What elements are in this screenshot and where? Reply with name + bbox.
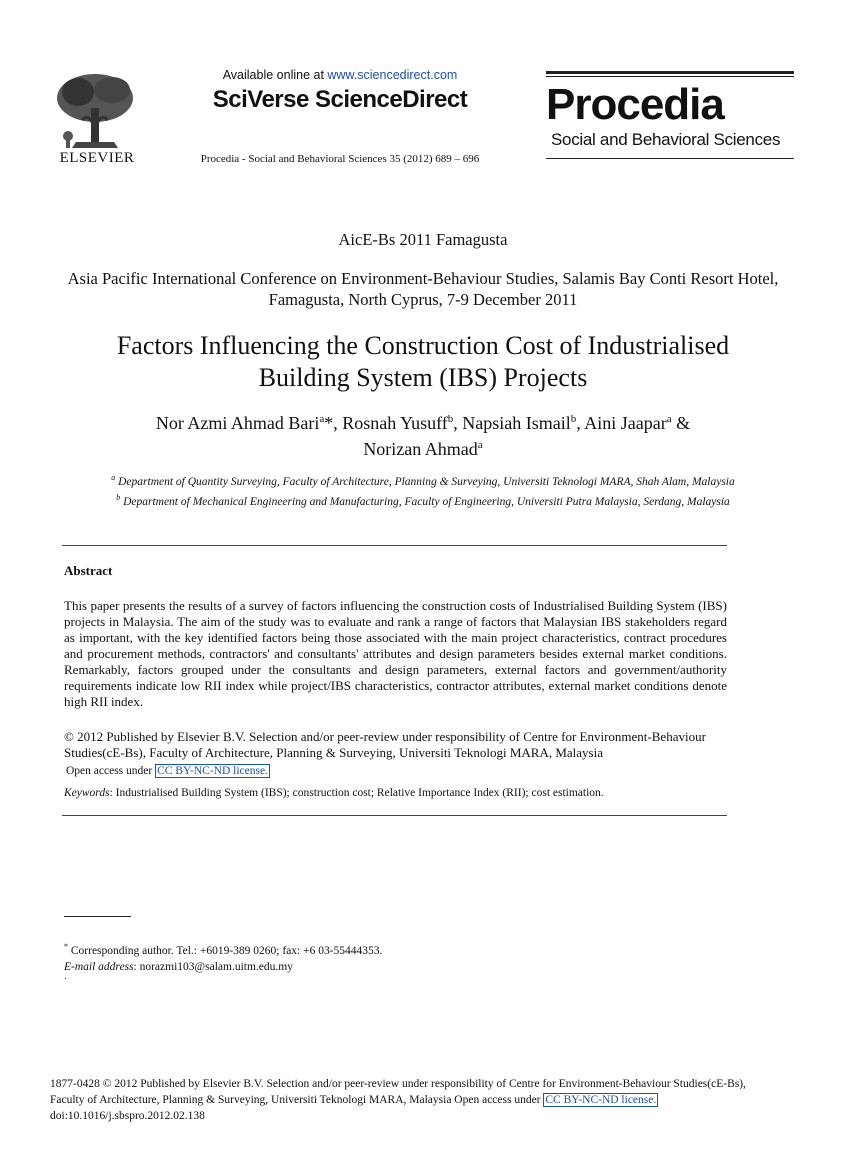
license-link[interactable]: CC BY-NC-ND license. <box>157 765 268 777</box>
affil-text: Department of Quantity Surveying, Faculty of Architecture, Planning & Surveying, Universiti Teknologi MARA, Shah Alam, Malaysia <box>118 475 735 488</box>
footnote-rule <box>64 916 131 917</box>
divider-bottom <box>62 815 727 816</box>
author-sep: & <box>671 413 691 433</box>
open-access-prefix: Open access under <box>66 765 156 777</box>
affiliation-b <box>70 490 776 510</box>
title-line-2: Building System (IBS) Projects <box>258 363 588 392</box>
page-footer <box>50 1076 810 1124</box>
open-access-line <box>66 765 270 777</box>
author-list <box>60 408 786 460</box>
author-affil-mark: a <box>319 413 325 425</box>
author-sep: , <box>576 413 585 433</box>
author-sep: *, <box>324 413 343 433</box>
affiliations <box>70 470 776 510</box>
affil-text: Department of Mechanical Engineering and Manufacturing, Faculty of Engineering, Universiti Putra Malaysia, Serdang, Malaysia <box>123 495 730 508</box>
footnote <box>64 939 382 975</box>
affil-mark: b <box>116 492 121 502</box>
journal-reference: Procedia - Social and Behavioral Sciences 35 (2012) 689 – 696 <box>200 153 480 165</box>
procedia-rule-bottom <box>546 158 794 159</box>
platform-logo-text: SciVerse ScienceDirect <box>212 86 468 113</box>
author-affil-mark: b <box>447 413 454 425</box>
conference-short: AicE-Bs 2011 Famagusta <box>338 230 508 249</box>
copyright-notice: © 2012 Published by Elsevier B.V. Selection and/or peer-review under responsibility of Centre for Environment-Behaviour Studies(cE-Bs), Faculty of Architecture, Planning & Surveying, Universiti Teknologi MARA, Malaysia <box>64 729 706 760</box>
footer-line-1: 1877-0428 © 2012 Published by Elsevier B.V. Selection and/or peer-review under responsibility of Centre for Environment-Behaviour Studies(cE-Bs), <box>50 1078 746 1090</box>
footer-license-link[interactable]: CC BY-NC-ND license. <box>545 1094 657 1106</box>
keywords-label: Keywords <box>64 787 110 799</box>
procedia-rule-thin <box>546 76 794 77</box>
doi: doi:10.1016/j.sbspro.2012.02.138 <box>50 1110 205 1122</box>
keywords-text: : Industrialised Building System (IBS); construction cost; Relative Importance Index (RII); cost estimation. <box>109 787 604 799</box>
abstract-text: This paper presents the results of a survey of factors influencing the construction costs of Industrialised Building System (IBS) projects in Malaysia. The aim of the study was to evaluate and rank a range of factors that Malaysian IBS stakeholders regard as important, with the key identified factors being those associated with the main project characteristics, contract procedures and procurement methods, contractors' and consultants' attributes and design parameters besides external market conditions. Remarkably, factors grouped under the consultants and design parameters, external factors and government/authority requirements indicate low RII index while project/IBS characteristics, contractor attributes, external market conditions denote high RII index. <box>64 598 727 709</box>
footnote-mark: * <box>64 942 68 951</box>
author-affil-mark: b <box>570 413 577 425</box>
journal-logo-main: Procedia <box>546 80 724 129</box>
footer-line-2 <box>50 1092 810 1108</box>
available-prefix: Available online at <box>222 68 328 82</box>
keywords-line <box>64 787 604 799</box>
footnote-dot: . <box>64 970 67 982</box>
available-online <box>150 68 530 82</box>
affiliation-a <box>70 470 776 490</box>
procedia-rule-top <box>546 71 794 74</box>
author-name: Norizan Ahmad <box>363 439 478 459</box>
author-affil-mark: a <box>666 413 672 425</box>
conference-long: Asia Pacific International Conference on Environment-Behaviour Studies, Salamis Bay Conti Resort Hotel, Famagusta, North Cyprus, 7-9 December 2011 <box>67 269 779 309</box>
footer-line-2-text: Faculty of Architecture, Planning & Surveying, Universiti Teknologi MARA, Malaysia Open access under <box>50 1094 544 1106</box>
email-label: E-mail address <box>64 960 134 973</box>
divider-top <box>62 545 727 546</box>
email-address: : norazmi103@salam.uitm.edu.my <box>133 960 293 973</box>
affil-mark: a <box>111 473 116 482</box>
author-name: Nor Azmi Ahmad Bari <box>155 413 320 433</box>
author-name: Rosnah Yusuff <box>342 413 448 433</box>
publisher-name: ELSEVIER <box>59 150 135 166</box>
author-sep: , <box>453 413 463 433</box>
author-name: Napsiah Ismail <box>462 413 571 433</box>
paper-title <box>60 330 786 394</box>
abstract-heading: Abstract <box>64 563 113 578</box>
journal-logo-sub: Social and Behavioral Sciences <box>551 130 781 149</box>
title-line-1: Factors Influencing the Construction Cost of Industrialised <box>116 331 730 360</box>
corresponding-author: Corresponding author. Tel.: +6019-389 0260; fax: +6 03-55444353. <box>68 944 383 957</box>
author-affil-mark: a <box>477 439 483 451</box>
author-name: Aini Jaapar <box>584 413 667 433</box>
sciencedirect-link[interactable]: www.sciencedirect.com <box>327 68 458 82</box>
elsevier-tree-logo <box>52 70 138 152</box>
